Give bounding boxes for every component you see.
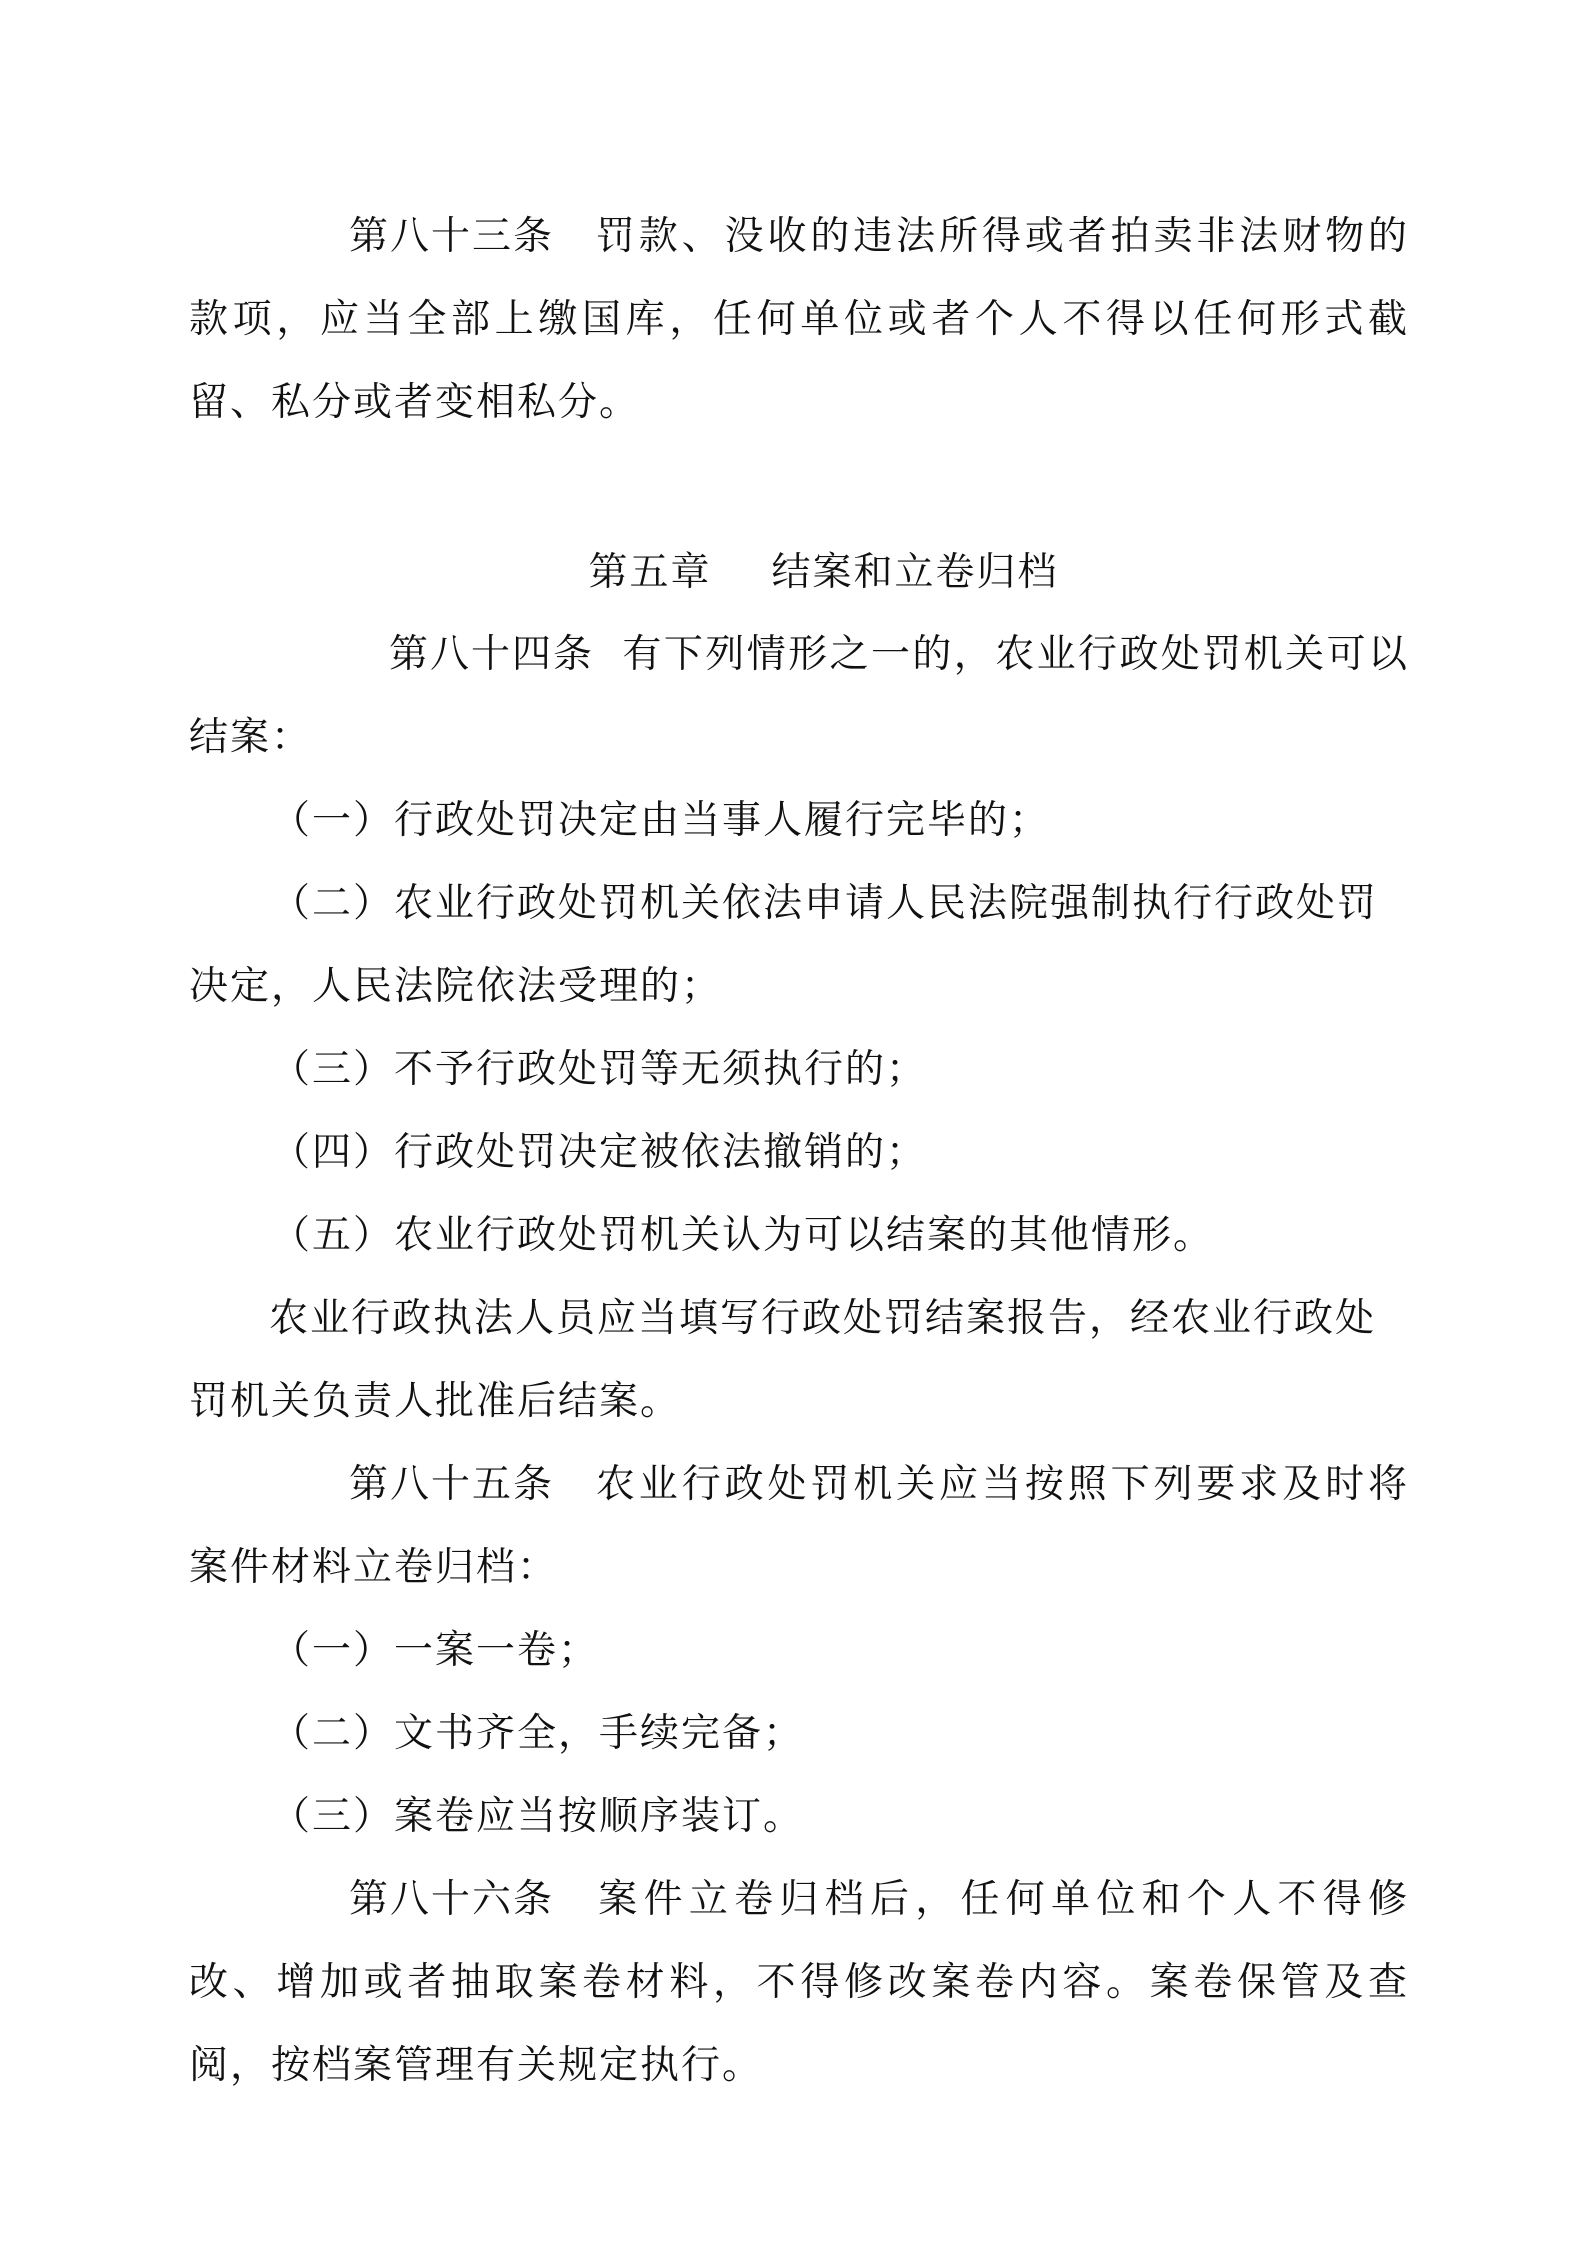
list-item: （二）农业行政处罚机关依法申请人民法院强制执行行政处罚决定，人民法院依法受理的； — [189, 881, 1379, 1009]
article-label: 第八十六条 — [349, 1877, 555, 1922]
list-item: （一）一案一卷； — [271, 1628, 600, 1673]
article-label: 第八十四条 — [389, 632, 595, 677]
list-item: （三）不予行政处罚等无须执行的； — [271, 1047, 928, 1092]
article-86 — [189, 1858, 1409, 2107]
chapter-number: 第五章 — [588, 550, 712, 595]
article-85 — [189, 1443, 1409, 1609]
chapter-heading — [0, 531, 1587, 614]
article-84 — [189, 613, 1409, 779]
article-text: 罚款、没收的违法所得或者拍卖非法财物的款项，应当全部上缴国库，任何单位或者个人不得以任何形式截留、私分或者变相私分。 — [189, 214, 1409, 425]
article-text: 有下列情形之一的，农业行政处罚机关可以结案： — [189, 632, 1409, 760]
chapter-5-body — [189, 613, 1409, 2107]
article-83 — [189, 195, 1409, 444]
list-item: （三）案卷应当按顺序装订。 — [271, 1794, 805, 1839]
list-item: （四）行政处罚决定被依法撤销的； — [271, 1130, 928, 1175]
list-item: （五）农业行政处罚机关认为可以结案的其他情形。 — [271, 1213, 1215, 1258]
article-text: 农业行政处罚机关应当按照下列要求及时将案件材料立卷归档： — [189, 1462, 1409, 1590]
list-item: （二）文书齐全，手续完备； — [271, 1711, 805, 1756]
list-item: （一）行政处罚决定由当事人履行完毕的； — [271, 798, 1051, 843]
article-label: 第八十五条 — [349, 1462, 555, 1507]
article-label: 第八十三条 — [349, 214, 555, 259]
article-text: 案件立卷归档后，任何单位和个人不得修改、增加或者抽取案卷材料，不得修改案卷内容。案卷保管及查阅，按档案管理有关规定执行。 — [189, 1877, 1409, 2088]
article-84-closing: 农业行政执法人员应当填写行政处罚结案报告，经农业行政处罚机关负责人批准后结案。 — [189, 1296, 1377, 1424]
article-83-block — [189, 195, 1409, 444]
chapter-title: 结案和立卷归档 — [771, 550, 1059, 595]
